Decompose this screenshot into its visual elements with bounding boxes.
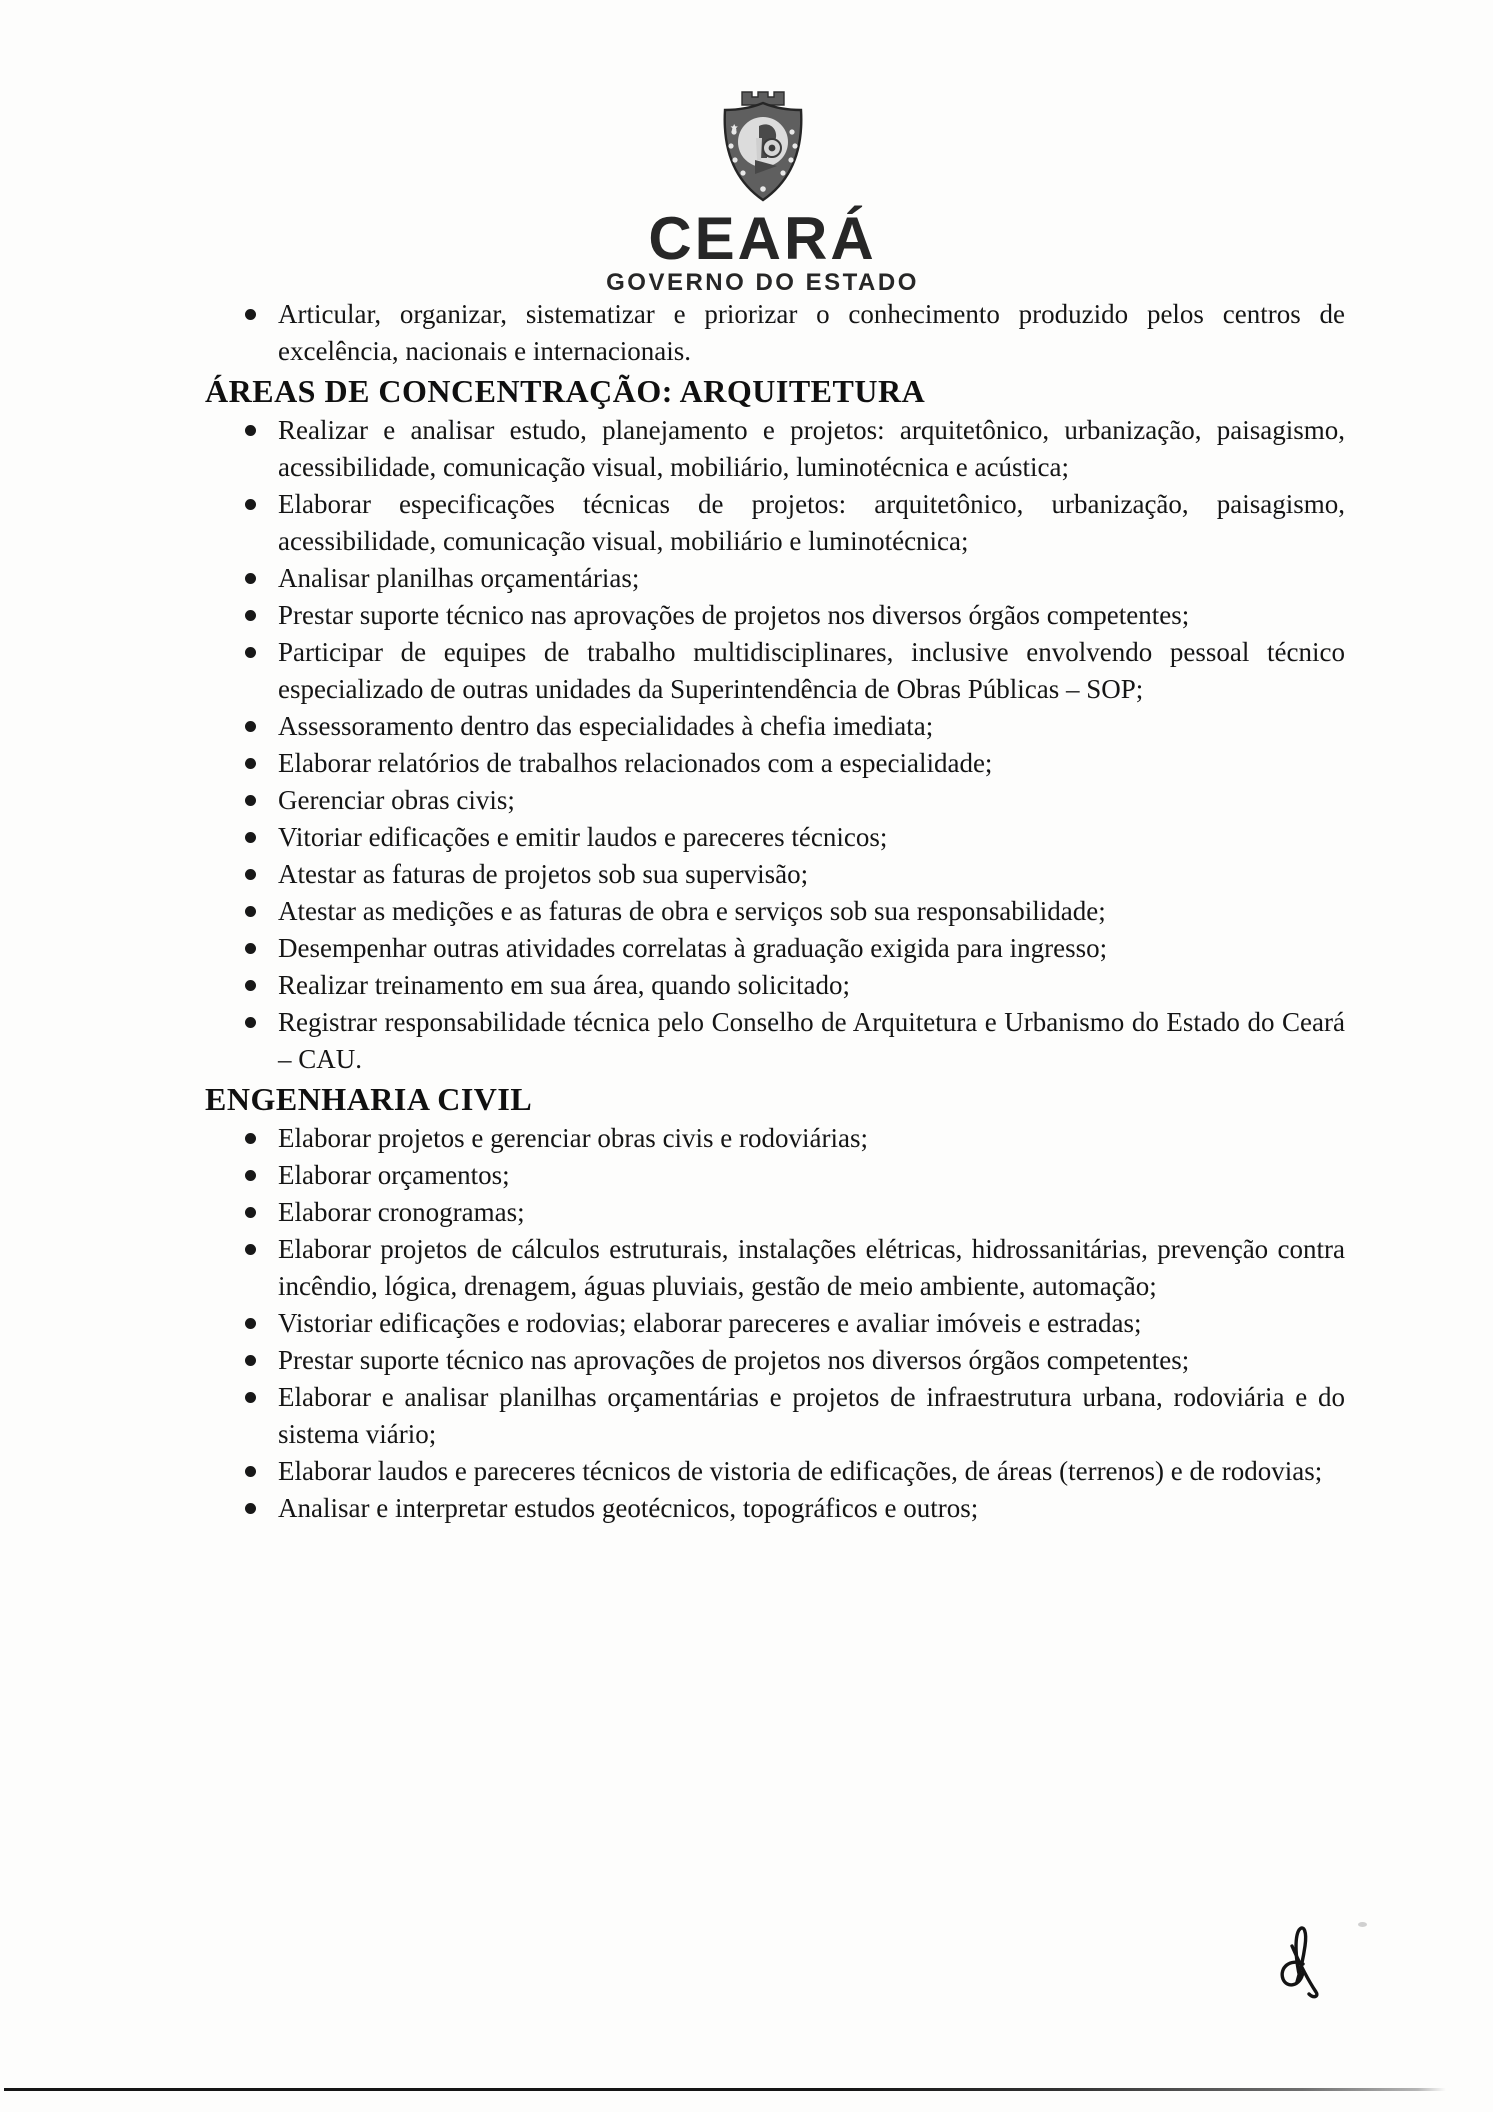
footer-rule	[4, 2088, 1446, 2091]
arquitetura-bullet-list	[205, 412, 1345, 1078]
bullet-marker-icon	[245, 832, 256, 843]
bullet-marker-icon	[245, 1133, 256, 1144]
intro-bullet-list	[205, 296, 1345, 370]
bullet-marker-icon	[245, 1392, 256, 1403]
bullet-marker-icon	[245, 610, 256, 621]
list-item	[205, 1157, 1345, 1194]
bullet-marker-icon	[245, 425, 256, 436]
list-item	[205, 1342, 1345, 1379]
list-item	[205, 745, 1345, 782]
bullet-marker-icon	[245, 1503, 256, 1514]
list-item	[205, 893, 1345, 930]
list-item	[205, 708, 1345, 745]
list-item	[205, 296, 1345, 370]
list-item	[205, 486, 1345, 560]
list-item	[205, 1453, 1345, 1490]
list-item-text: Realizar e analisar estudo, planejamento e projetos: arquitetônico, urbanização, paisagismo, acessibilidade, comunicação visual, mobiliário, luminotécnica e acústica;	[278, 415, 1345, 482]
list-item	[205, 1231, 1345, 1305]
list-item-text: Desempenhar outras atividades correlatas à graduação exigida para ingresso;	[278, 933, 1108, 963]
scan-artifact	[1358, 1922, 1367, 1927]
list-item-text: Analisar e interpretar estudos geotécnicos, topográficos e outros;	[278, 1493, 979, 1523]
bullet-marker-icon	[245, 1017, 256, 1028]
list-item	[205, 782, 1345, 819]
bullet-marker-icon	[245, 1207, 256, 1218]
bullet-marker-icon	[245, 1355, 256, 1366]
bullet-marker-icon	[245, 758, 256, 769]
list-item-text: Elaborar orçamentos;	[278, 1160, 510, 1190]
section-heading-arquitetura: ÁREAS DE CONCENTRAÇÃO: ARQUITETURA	[205, 373, 926, 409]
list-item-text: Elaborar laudos e pareceres técnicos de vistoria de edificações, de áreas (terrenos) e de rodovias;	[278, 1456, 1323, 1486]
list-item	[205, 412, 1345, 486]
list-item-text: Vitoriar edificações e emitir laudos e pareceres técnicos;	[278, 822, 888, 852]
list-item-text: Gerenciar obras civis;	[278, 785, 515, 815]
ceara-coat-of-arms-icon	[715, 88, 811, 206]
list-item-text: Vistoriar edificações e rodovias; elaborar pareceres e avaliar imóveis e estradas;	[278, 1308, 1142, 1338]
list-item	[205, 597, 1345, 634]
bullet-marker-icon	[245, 980, 256, 991]
list-item-text: Elaborar e analisar planilhas orçamentárias e projetos de infraestrutura urbana, rodoviária e do sistema viário;	[278, 1382, 1345, 1449]
list-item-text: Realizar treinamento em sua área, quando solicitado;	[278, 970, 851, 1000]
bullet-marker-icon	[245, 1466, 256, 1477]
list-item	[205, 560, 1345, 597]
document-body	[0, 296, 1493, 1527]
list-item-text: Prestar suporte técnico nas aprovações de projetos nos diversos órgãos competentes;	[278, 1345, 1190, 1375]
list-item	[205, 819, 1345, 856]
list-item-text: Atestar as medições e as faturas de obra e serviços sob sua responsabilidade;	[278, 896, 1106, 926]
letterhead	[16, 0, 1493, 296]
list-item-text: Elaborar projetos e gerenciar obras civis e rodoviárias;	[278, 1123, 869, 1153]
list-item	[205, 1194, 1345, 1231]
bullet-marker-icon	[245, 499, 256, 510]
list-item	[205, 634, 1345, 708]
handwritten-initials-icon	[1276, 1922, 1328, 2004]
list-item-text: Elaborar projetos de cálculos estruturais, instalações elétricas, hidrossanitárias, prevenção contra incêndio, lógica, drenagem, águas pluviais, gestão de meio ambiente, automação;	[278, 1234, 1345, 1301]
bullet-marker-icon	[245, 1170, 256, 1181]
list-item	[205, 1490, 1345, 1527]
list-item	[205, 930, 1345, 967]
bullet-marker-icon	[245, 1318, 256, 1329]
list-item-text: Assessoramento dentro das especialidades à chefia imediata;	[278, 711, 934, 741]
engenharia-bullet-list	[205, 1120, 1345, 1527]
bullet-marker-icon	[245, 721, 256, 732]
list-item-text: Atestar as faturas de projetos sob sua supervisão;	[278, 859, 809, 889]
list-item-text: Elaborar relatórios de trabalhos relacionados com a especialidade;	[278, 748, 993, 778]
list-item-text: Analisar planilhas orçamentárias;	[278, 563, 640, 593]
list-item-text: Prestar suporte técnico nas aprovações de projetos nos diversos órgãos competentes;	[278, 600, 1190, 630]
list-item	[205, 856, 1345, 893]
list-item-text: Participar de equipes de trabalho multidisciplinares, inclusive envolvendo pessoal técnico especializado de outras unidades da Superintendência de Obras Públicas – SOP;	[278, 637, 1345, 704]
bullet-marker-icon	[245, 573, 256, 584]
bullet-marker-icon	[245, 943, 256, 954]
bullet-marker-icon	[245, 309, 256, 320]
section-heading-engenharia-civil: ENGENHARIA CIVIL	[205, 1081, 533, 1117]
bullet-marker-icon	[245, 869, 256, 880]
list-item	[205, 1120, 1345, 1157]
bullet-marker-icon	[245, 795, 256, 806]
list-item	[205, 1305, 1345, 1342]
list-item-text: Elaborar cronogramas;	[278, 1197, 525, 1227]
list-item-text: Registrar responsabilidade técnica pelo Conselho de Arquitetura e Urbanismo do Estado do Ceará – CAU.	[278, 1007, 1345, 1074]
list-item-text: Articular, organizar, sistematizar e priorizar o conhecimento produzido pelos centros de excelência, nacionais e internacionais.	[278, 299, 1345, 366]
brand-subtitle: GOVERNO DO ESTADO	[606, 269, 919, 296]
list-item	[205, 1379, 1345, 1453]
list-item	[205, 1004, 1345, 1078]
list-item-text: Elaborar especificações técnicas de projetos: arquitetônico, urbanização, paisagismo, acessibilidade, comunicação visual, mobiliário e luminotécnica;	[278, 489, 1345, 556]
list-item	[205, 967, 1345, 1004]
bullet-marker-icon	[245, 906, 256, 917]
bullet-marker-icon	[245, 647, 256, 658]
bullet-marker-icon	[245, 1244, 256, 1255]
brand-wordmark: CEARÁ	[648, 205, 877, 272]
